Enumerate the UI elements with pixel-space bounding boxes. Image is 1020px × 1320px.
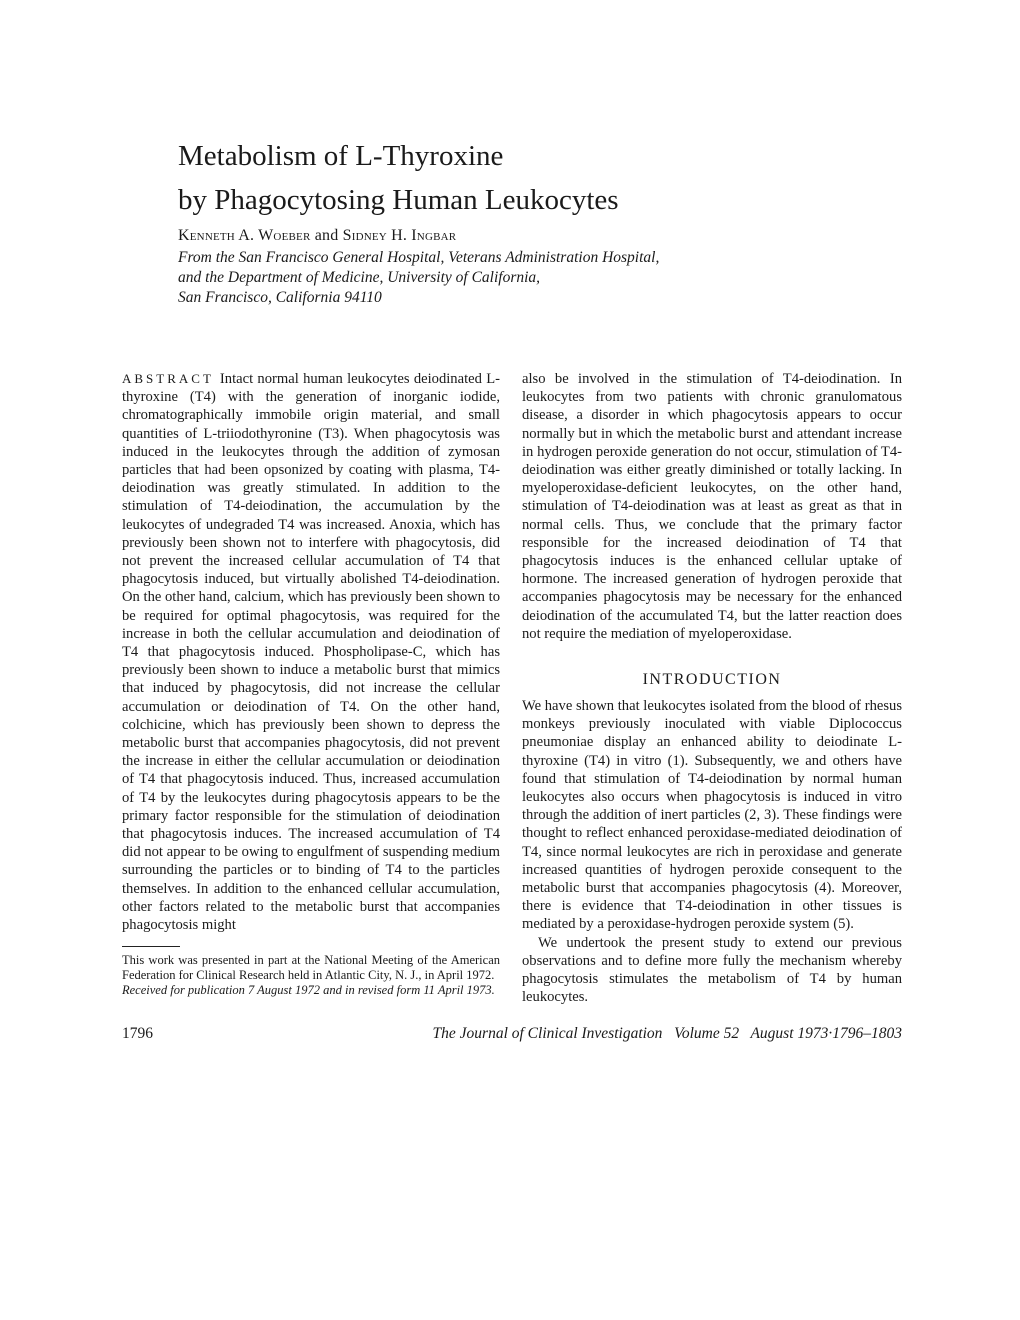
affiliation <box>178 248 898 308</box>
page-number: 1796 <box>122 1025 153 1042</box>
introduction-heading: INTRODUCTION <box>642 671 782 689</box>
abstract-text-left: Intact normal human leukocytes deiodinated L-thyroxine (T4) with the generation of inorganic iodide, chromatographically immobile origin material, and small quantities of L-triiodothyronine (T3). When phagocytosis was induced in the leukocytes through the addition of zymosan particles that had been opsonized by coating with plasma, T4-deiodination was greatly stimulated. In addition to the stimulation of T4-deiodination, the accumulation by the leukocytes of undegraded T4 was increased. Anoxia, which has previously been shown not to interfere with phagocytosis, did not prevent the increased cellular accumulation of T4 that phagocytosis induced, but virtually abolished T4-deiodination. On the other hand, calcium, which has previously been shown to be required for optimal phagocytosis, was required for the increase in both the cellular accumulation and deiodination of T4 that phagocytosis induced. Phospholipase-C, which has previously been shown to induce a metabolic burst that mimics that induced by phagocytosis, did not increase the cellular accumulation or deiodination of T4. On the other hand, colchicine, which has previously been shown to depress the metabolic burst that accompanies phagocytosis, did not prevent the increase in either the cellular accumulation or deiodination of T4 that phagocytosis induced. Thus, increased accumulation of T4 by the leukocytes during phagocytosis appears to be the primary factor responsible for the stimulation of deiodination that phagocytosis induces. The increased accumulation of T4 did not appear to be owing to engulfment of suspending medium surrounding the particles or to binding of T4 to the particles themselves. In addition to the enhanced cellular accumulation, other factors related to the metabolic burst that accompanies phagocytosis might <box>122 371 500 934</box>
article-title <box>178 134 878 222</box>
footnote-rule <box>122 946 180 947</box>
abstract-text-right: also be involved in the stimulation of T4-deiodination. In leukocytes from two patients with chronic granulomatous disease, a disorder in which phagocytosis appears to occur normally but in which the metabolic burst and attendant increase in hydrogen peroxide generation do not occur, stimulation of T4-deiodination was either greatly diminished or totally lacking. In myeloperoxidase-deficient leukocytes, on the other hand, stimulation of T4-deiodination was at least as great as that in normal cells. Thus, we conclude that the primary factor responsible for the increased deiodination of T4 that phagocytosis induces is the enhanced cellular uptake of hormone. The increased generation of hydrogen peroxide that accompanies phagocytosis may be necessary for the enhanced deiodination of the accumulated T4, but the latter reaction does not require the mediation of myeloperoxidase. <box>522 371 902 642</box>
abstract-paragraph <box>122 370 500 934</box>
affiliation-line-3: San Francisco, California 94110 <box>178 289 382 306</box>
author-line <box>178 227 878 245</box>
introduction-paragraph-2: We undertook the present study to extend our previous observations and to define more fully the mechanism whereby phagocytosis stimulates the metabolism of T4 by human leukocytes. <box>522 934 902 1006</box>
footnote-received: Received for publication 7 August 1972 and in revised form 11 April 1973. <box>122 983 495 998</box>
author-conjunction: and <box>314 227 339 244</box>
affiliation-line-1: From the San Francisco General Hospital, Veterans Administration Hospital, <box>178 249 660 266</box>
abstract-heading: ABSTRACT <box>122 371 214 386</box>
journal-citation <box>433 1025 902 1043</box>
title-line-2: by Phagocytosing Human Leukocytes <box>178 184 619 216</box>
footnote-presented: This work was presented in part at the National Meeting of the American Federation for Clinical Research held in Atlantic City, N. J., in April 1972. <box>122 953 500 983</box>
journal-volume: Volume 52 <box>674 1025 740 1042</box>
title-line-1: Metabolism of L-Thyroxine <box>178 140 504 172</box>
journal-name: The Journal of Clinical Investigation <box>432 1025 663 1042</box>
introduction-paragraph-1: We have shown that leukocytes isolated from the blood of rhesus monkeys previously inoculated with viable Diplococcus pneumoniae display an enhanced ability to deiodinate L-thyroxine (T4) in vitro (1). Subsequently, we and others have found that stimulation of T4-deiodination by normal human leukocytes also occurs when phagocytosis is induced in vitro through the addition of inert particles (2, 3). These findings were thought to reflect enhanced peroxidase-mediated deiodination of T4, since normal leukocytes are rich in peroxidase and generate increased quantities of hydrogen peroxide consequent to the metabolic burst that accompanies phagocytosis (4). Moreover, there is evidence that T4-deiodination in other tissues is mediated by a peroxidase-hydrogen peroxide system (5). <box>522 698 902 933</box>
left-column <box>122 370 500 998</box>
journal-date-pages: August 1973·1796–1803 <box>750 1025 902 1042</box>
author-2: Sidney H. Ingbar <box>342 227 457 244</box>
right-column <box>522 370 902 1007</box>
affiliation-line-2: and the Department of Medicine, University of California, <box>178 269 541 286</box>
author-1: Kenneth A. Woeber <box>178 227 311 244</box>
